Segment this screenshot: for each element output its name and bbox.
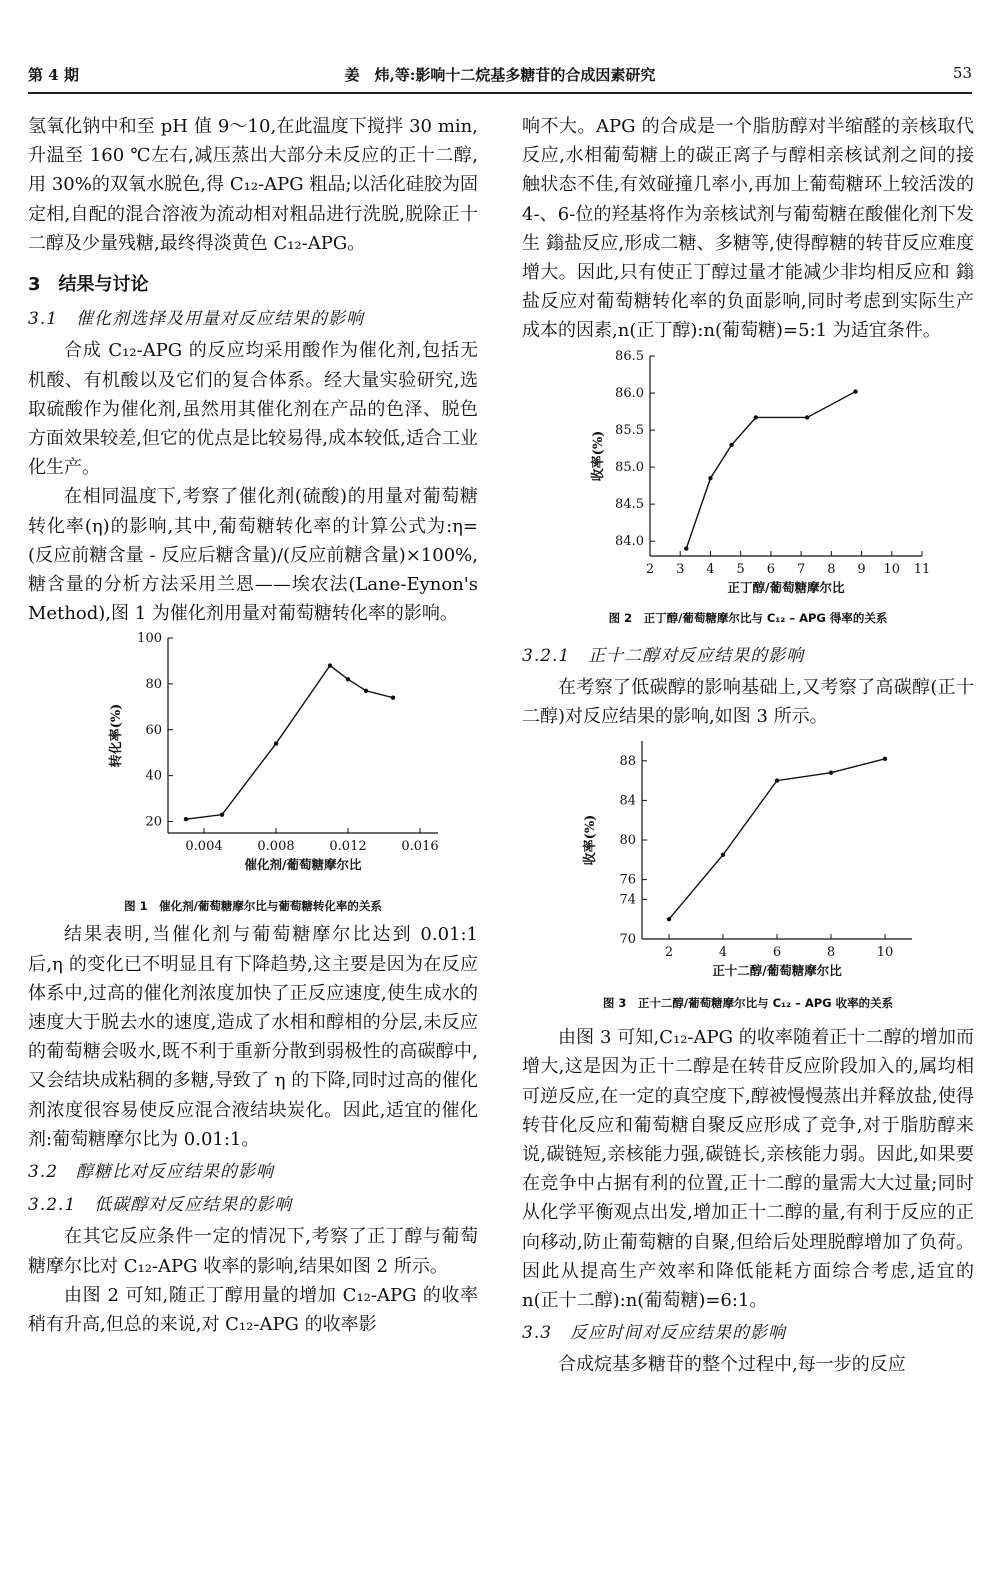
data-point	[775, 779, 779, 783]
y-axis-label: 收率(%)	[583, 814, 598, 866]
page-number: 53	[952, 64, 972, 82]
x-axis-label: 正十二醇/葡萄糖摩尔比	[712, 963, 842, 979]
issue-label: 第 4 期	[28, 66, 79, 84]
x-tick-label: 4	[718, 945, 728, 961]
figure-3	[522, 731, 974, 1023]
paragraph: 由图 3 可知,C₁₂-APG 的收率随着正十二醇的增加而增大,这是因为正十二醇是在转苷反应阶段加入的,属均相可逆反应,在一定的真空度下,醇被慢慢蒸出并释放盐,使得转苷化反应和葡萄糖自聚反应形成了竞争,对于脂肪醇来说,碳链短,亲核能力强,碳链长,亲核能力弱。因此,如果要在竞争中占据有利的位置,正十二醇的量需大大过量;同时从化学平衡观点出发,增加正十二醇的量,有利于反应的正向移动,防止葡萄糖的自聚,但给后处理脱醇增加了负荷。因此从提高生产效率和降低能耗方面综合考虑,适宜的 n(正十二醇):n(葡萄糖)=6:1。	[522, 1027, 974, 1312]
running-title: 姜 炜,等:影响十二烷基多糖苷的合成因素研究	[344, 66, 656, 84]
data-point	[883, 757, 887, 761]
x-tick-label: 0.012	[329, 839, 367, 855]
x-tick-label: 0.016	[401, 839, 439, 855]
subsection-heading: 3.2 醇糖比对反应结果的影响	[28, 1162, 275, 1183]
x-tick-label: 10	[876, 945, 894, 961]
data-point	[829, 771, 833, 775]
data-point	[364, 689, 368, 693]
y-tick-label: 86.5	[615, 348, 644, 364]
y-tick-label: 40	[145, 769, 162, 785]
data-point	[721, 853, 725, 857]
x-tick-label: 9	[857, 561, 866, 577]
x-tick-label: 7	[796, 561, 806, 577]
x-tick-label: 11	[913, 561, 931, 577]
y-tick-label: 74	[619, 892, 636, 908]
y-tick-label: 70	[619, 932, 636, 948]
y-tick-label: 100	[137, 631, 162, 647]
y-tick-label: 20	[145, 814, 162, 830]
x-tick-label: 5	[736, 561, 745, 577]
series-line	[186, 666, 393, 820]
y-axis-label: 收率(%)	[591, 430, 606, 481]
y-tick-label: 60	[145, 723, 162, 739]
section-heading: 3 结果与讨论	[28, 274, 149, 296]
x-axis-label: 催化剂/葡萄糖摩尔比	[244, 857, 362, 873]
y-tick-label: 85.5	[615, 422, 644, 438]
x-tick-label: 0.008	[257, 839, 295, 855]
paragraph: 合成烷基多糖苷的整个过程中,每一步的反应	[558, 1354, 906, 1376]
x-tick-label: 6	[772, 945, 782, 961]
x-tick-label: 10	[883, 561, 901, 577]
x-tick-label: 8	[826, 945, 836, 961]
data-point	[708, 476, 712, 480]
x-tick-label: 4	[706, 561, 715, 577]
data-point	[391, 696, 395, 700]
data-point	[667, 917, 671, 921]
paragraph: 由图 2 可知,随正丁醇用量的增加 C₁₂-APG 的收率稍有升高,但总的来说,对 C₁₂-APG 的收率影	[28, 1284, 478, 1336]
figure-3-chart	[522, 731, 974, 993]
x-tick-label: 2	[664, 945, 674, 961]
data-point	[684, 546, 688, 550]
y-tick-label: 80	[619, 833, 636, 849]
series-line	[686, 391, 855, 548]
figure-2-chart	[522, 346, 974, 608]
figure-1-caption: 图 1 催化剂/葡萄糖摩尔比与葡萄糖转化率的关系	[124, 899, 382, 914]
data-point	[328, 664, 332, 668]
x-tick-label: 6	[766, 561, 776, 577]
series-line	[669, 759, 885, 919]
paragraph: 氢氧化钠中和至 pH 值 9～10,在此温度下搅拌 30 min,升温至 160 ℃左右,减压蒸出大部分未反应的正十二醇,用 30%的双氧水脱色,得 C₁₂-APG 粗品;以活化硅胶为固定相,自配的混合溶液为流动相对粗品进行洗脱,脱除正十二醇及少量残糖,最终得淡黄色 C₁₂-APG。	[28, 116, 478, 254]
data-point	[274, 742, 278, 746]
figure-2-caption: 图 2 正丁醇/葡萄糖摩尔比与 C₁₂ – APG 得率的关系	[608, 610, 888, 625]
x-axis-label: 正丁醇/葡萄糖摩尔比	[727, 579, 845, 595]
data-point	[853, 389, 857, 393]
right-column	[522, 112, 974, 1380]
paragraph: 在考察了低碳醇的影响基础上,又考察了高碳醇(正十二醇)对反应结果的影响,如图 3 所示。	[522, 676, 974, 728]
data-point	[220, 813, 224, 817]
x-tick-label: 8	[827, 561, 836, 577]
x-tick-label: 0.004	[185, 839, 223, 855]
y-tick-label: 84.0	[615, 533, 644, 549]
y-tick-label: 86.0	[615, 385, 644, 401]
subsection-heading: 3.2.1 正十二醇对反应结果的影响	[522, 645, 805, 666]
figure-1	[28, 628, 478, 920]
subsection-heading: 3.2.1 低碳醇对反应结果的影响	[28, 1195, 293, 1216]
subsection-heading: 3.3 反应时间对反应结果的影响	[522, 1323, 787, 1344]
y-tick-label: 84	[619, 793, 636, 809]
data-point	[346, 678, 350, 682]
figure-2	[522, 346, 974, 638]
y-tick-label: 76	[619, 872, 636, 888]
x-tick-label: 3	[676, 561, 685, 577]
y-tick-label: 84.5	[615, 496, 644, 512]
paragraph: 在其它反应条件一定的情况下,考察了正丁醇与葡萄糖摩尔比对 C₁₂-APG 收率的影响,结果如图 2 所示。	[28, 1226, 478, 1277]
y-tick-label: 80	[145, 677, 162, 693]
paragraph: 合成 C₁₂-APG 的反应均采用酸作为催化剂,包括无机酸、有机酸以及它们的复合体系。经大量实验研究,选取硫酸作为催化剂,虽然用其催化剂在产品的色泽、脱色方面效果较差,但它的优点是比较易得,成本较低,适合工业化生产。	[28, 340, 478, 479]
subsection-heading: 3.1 催化剂选择及用量对反应结果的影响	[28, 309, 365, 330]
data-point	[754, 415, 758, 419]
paragraph: 响不大。APG 的合成是一个脂肪醇对半缩醛的亲核取代反应,水相葡萄糖上的碳正离子与醇相亲核试剂之间的接触状态不佳,有效碰撞几率小,再加上葡萄糖环上较活泼的 4-、6-位的羟基将作为亲核试剂与葡萄糖在酸催化剂下发生 鎓盐反应,形成二糖、多糖等,使得醇糖的转苷反应难度增大。因此,只有使正丁醇过量才能减少非均相反应和 鎓盐反应对葡萄糖转化率的负面影响,同时考虑到实际生产成本的因素,n(正丁醇):n(葡萄糖)=5:1 为适宜条件。	[522, 116, 974, 342]
figure-3-caption: 图 3 正十二醇/葡萄糖摩尔比与 C₁₂ – APG 收率的关系	[602, 996, 894, 1011]
figure-1-chart	[28, 628, 478, 896]
paragraph: 在相同温度下,考察了催化剂(硫酸)的用量对葡萄糖转化率(η)的影响,其中,葡萄糖转化率的计算公式为:η=(反应前糖含量 - 反应后糖含量)/(反应前糖含量)×100%,糖含量的分析方法采用兰恩——埃农法(Lane-Eynon's Method),图 1 为催化剂用量对葡萄糖转化率的影响。	[28, 486, 478, 625]
header-rule	[28, 92, 972, 94]
paragraph: 结果表明,当催化剂与葡萄糖摩尔比达到 0.01:1 后,η 的变化已不明显且有下降趋势,这主要是因为在反应体系中,过高的催化剂浓度加快了正反应速度,使生成水的速度大于脱去水的速度,造成了水相和醇相的分层,未反应的葡萄糖会吸水,既不利于重新分散到弱极性的高碳醇中,又会结块成粘稠的多糖,导致了 η 的下降,同时过高的催化剂浓度很容易使反应混合液结块炭化。因此,适宜的催化剂:葡萄糖摩尔比为 0.01:1。	[28, 924, 478, 1150]
y-tick-label: 85.0	[615, 459, 644, 475]
y-axis-label: 转化率(%)	[109, 704, 124, 768]
data-point	[184, 817, 188, 821]
data-point	[805, 415, 809, 419]
data-point	[729, 442, 733, 446]
running-header	[28, 64, 972, 90]
left-column	[28, 112, 478, 1339]
x-tick-label: 2	[645, 561, 655, 577]
y-tick-label: 88	[619, 754, 636, 770]
